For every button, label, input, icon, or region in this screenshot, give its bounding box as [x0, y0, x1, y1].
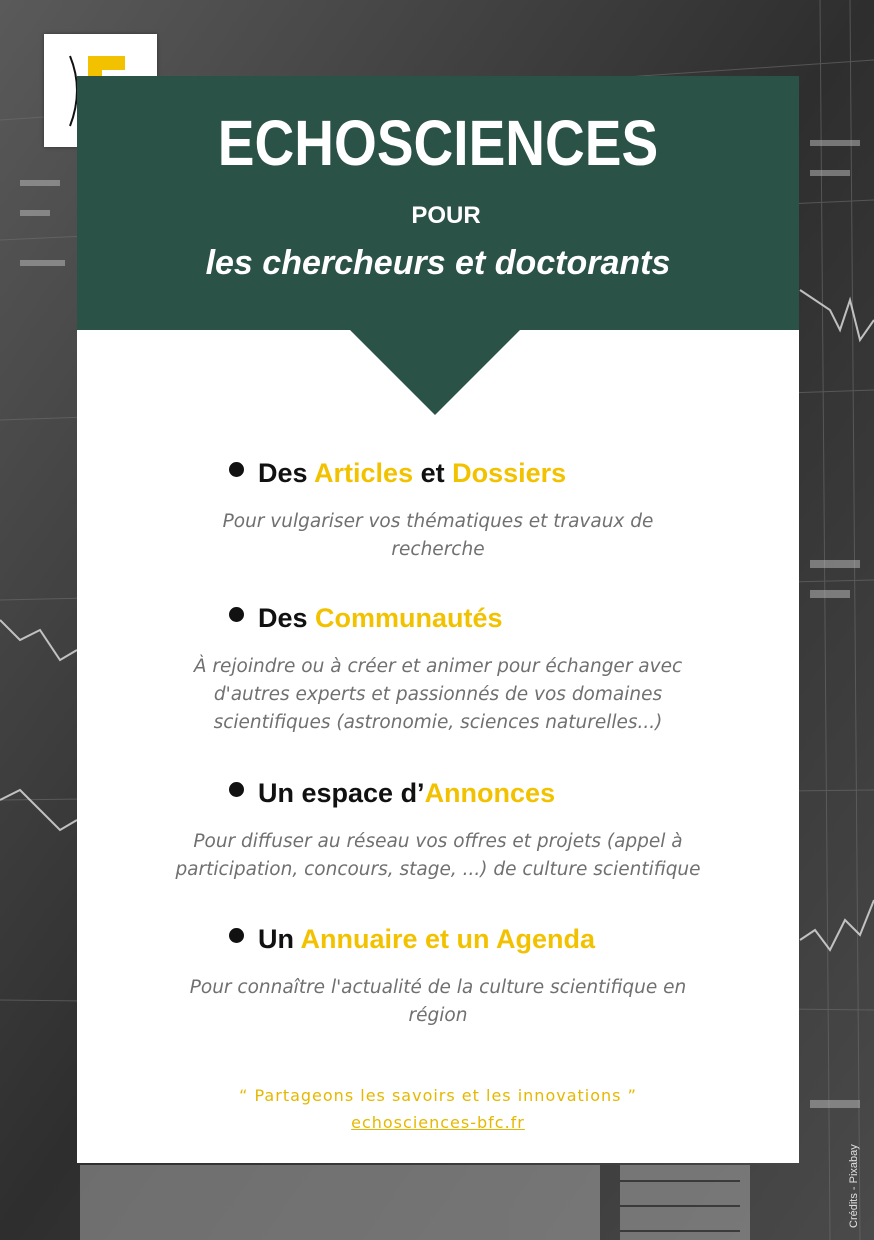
item-title-annuaire — [229, 924, 595, 955]
item-title-text: et — [413, 458, 453, 488]
bullet-icon — [229, 607, 244, 622]
bullet-icon — [229, 782, 244, 797]
desc-line: d'autres experts et passionnés de vos domaines — [213, 684, 663, 705]
item-desc-annonces — [77, 828, 799, 884]
item-title-text: Un — [258, 924, 301, 954]
item-title-text: Des — [258, 603, 316, 633]
item-title-articles — [229, 458, 566, 489]
item-desc-communautes — [77, 653, 799, 737]
desc-line: région — [408, 1005, 468, 1026]
info-card — [77, 76, 799, 1163]
item-title-highlight: Articles — [314, 458, 414, 488]
image-credits: Crédits - Pixabay — [848, 1144, 860, 1228]
desc-line: Pour connaître l'actualité de la culture scientifique en — [189, 977, 687, 998]
item-title-highlight: Annonces — [424, 778, 556, 808]
item-title-text: Un espace d’ — [258, 778, 425, 808]
header-arrow — [349, 329, 521, 415]
header-pour: POUR — [411, 202, 481, 229]
item-desc-articles — [77, 508, 799, 564]
bullet-icon — [229, 462, 244, 477]
desc-line: scientifiques (astronomie, sciences naturelles...) — [213, 712, 663, 733]
item-desc-annuaire — [77, 974, 799, 1030]
item-title-communautes — [229, 603, 503, 634]
item-title-highlight: Dossiers — [452, 458, 567, 488]
page-title: ECHOSCIENCES — [217, 107, 659, 179]
desc-line: participation, concours, stage, ...) de culture scientifique — [175, 859, 701, 880]
header-banner — [77, 76, 799, 330]
desc-line: Pour vulgariser vos thématiques et travaux de — [222, 511, 654, 532]
item-title-annonces — [229, 778, 555, 809]
desc-line: Pour diffuser au réseau vos offres et projets (appel à — [193, 831, 683, 852]
bullet-icon — [229, 928, 244, 943]
item-title-highlight: Communautés — [315, 603, 503, 633]
desc-line: À rejoindre ou à créer et animer pour échanger avec — [193, 656, 683, 677]
footer-quote: “ Partageons les savoirs et les innovations ” — [239, 1086, 637, 1105]
desc-line: recherche — [391, 539, 485, 560]
website-link[interactable]: echosciences-bfc.fr — [351, 1113, 525, 1132]
item-title-text: Des — [258, 458, 315, 488]
item-title-highlight: Annuaire et un Agenda — [300, 924, 596, 954]
header-subtitle: les chercheurs et doctorants — [205, 244, 671, 282]
